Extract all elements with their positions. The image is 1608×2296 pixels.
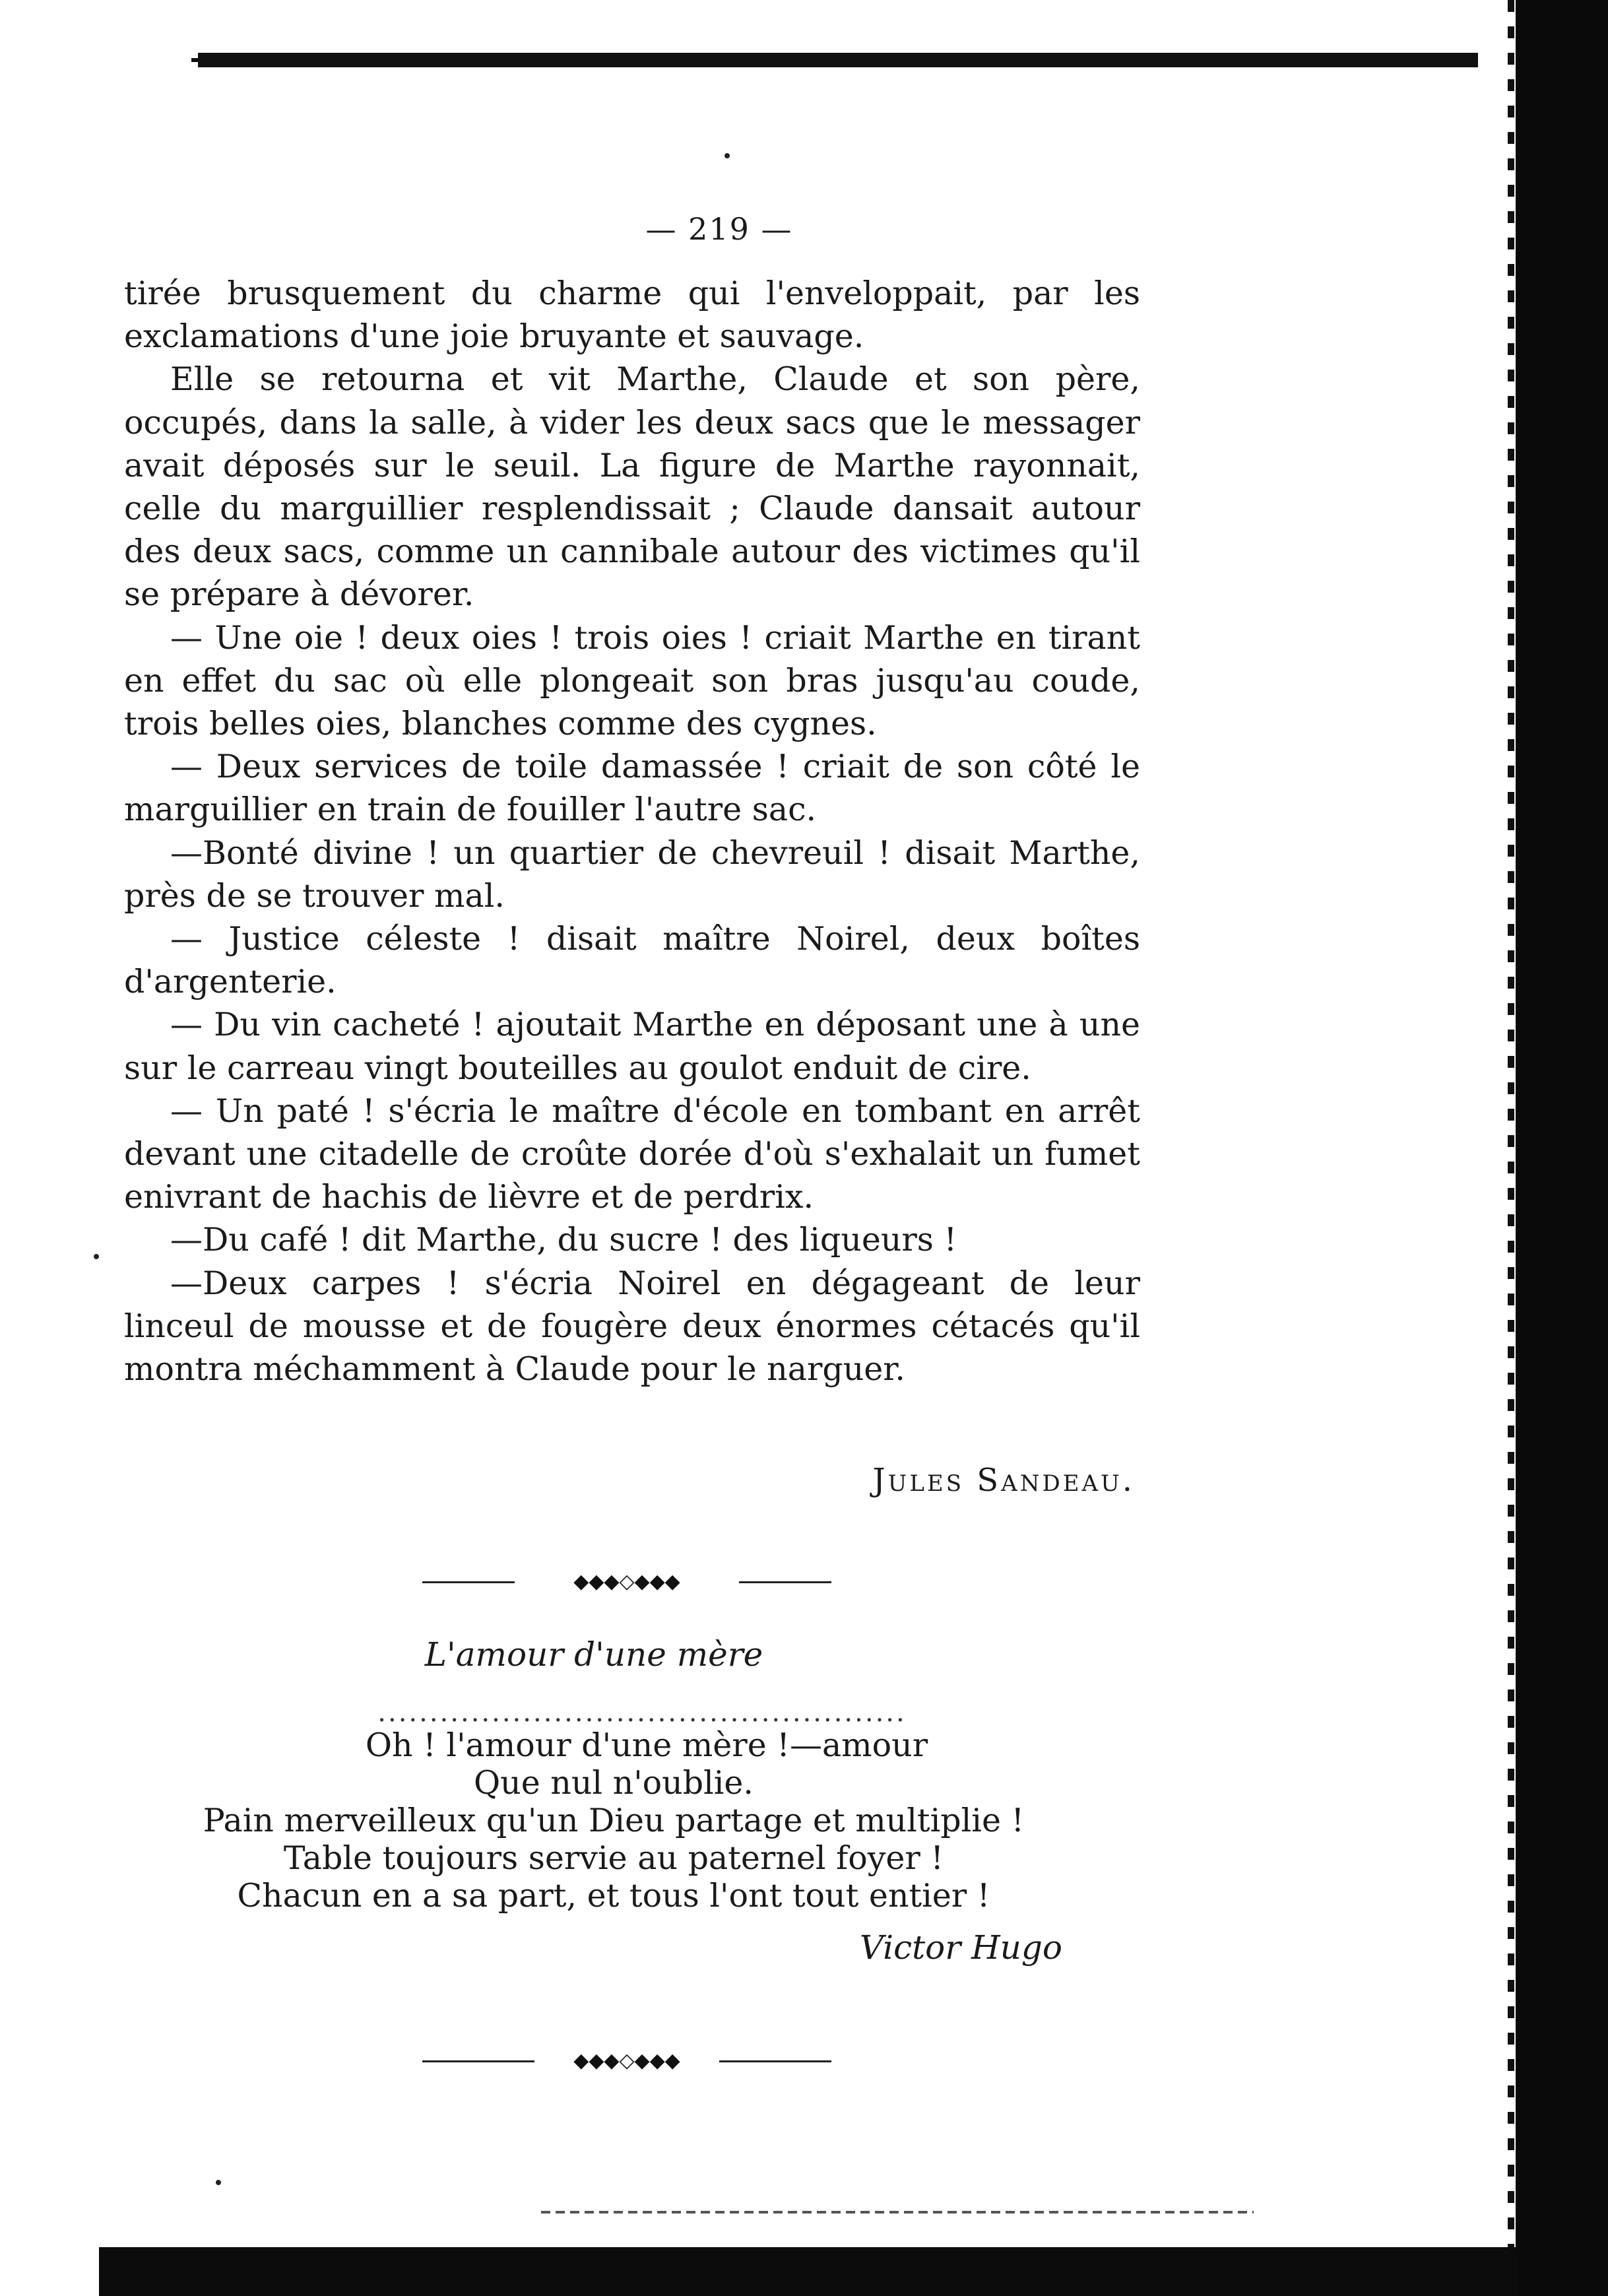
poem-ellipsis: ...................................................: [377, 1697, 907, 1728]
poem-author: Victor Hugo: [859, 1928, 1062, 1967]
scan-margin-dark: [1516, 0, 1608, 2296]
paragraph: Elle se retourna et vit Marthe, Claude et son père, occupés, dans la salle, à vider les deux sacs que le messager avait déposés sur le seuil. La figure de Marthe rayonnait, celle du marguillier resplendissait ; Claude dansait autour des deux sacs, comme un cannibale autour des victimes qu'il se prépare à dévorer.: [124, 360, 1140, 614]
ornament-divider: [422, 1569, 831, 1596]
paragraph: — Justice céleste ! disait maître Noirel, deux boîtes d'argenterie.: [124, 920, 1140, 1001]
speck: [94, 1254, 99, 1259]
paragraph: —Du café ! dit Marthe, du sucre ! des liqueurs !: [170, 1221, 957, 1259]
poem-line: Pain merveilleux qu'un Dieu partage et multiplie !: [203, 1802, 1025, 1839]
poem-title: L'amour d'une mère: [424, 1635, 763, 1674]
paragraph: — Un paté ! s'écria le maître d'école en tombant en arrêt devant une citadelle de croûte dorée d'où s'exhalait un fumet enivrant de hachis de lièvre et de perdrix.: [124, 1092, 1140, 1216]
top-rule: [198, 53, 1478, 67]
page-number: — 219 —: [645, 211, 793, 247]
paragraph: tirée brusquement du charme qui l'enveloppait, par les exclamations d'une joie bruyante et sauvage.: [124, 275, 1140, 356]
ornament-divider-end: [422, 2049, 831, 2075]
poem-body: [0, 1726, 1227, 1915]
bottom-rule: [99, 2247, 1518, 2296]
scan-artifact-line: [541, 2211, 1254, 2214]
poem-line: Que nul n'oublie.: [473, 1764, 754, 1802]
paragraph: — Une oie ! deux oies ! trois oies ! criait Marthe en tirant en effet du sac où elle plongeait son bras jusqu'au coude, trois belles oies, blanches comme des cygnes.: [124, 618, 1140, 743]
speck: [216, 2180, 221, 2185]
poem-line: Chacun en a sa part, et tous l'ont tout entier !: [237, 1877, 990, 1915]
paragraph: — Deux services de toile damassée ! criait de son côté le marguillier en train de fouiller l'autre sac.: [124, 748, 1140, 829]
ornament-glyph: ◆◆◆◇◆◆◆: [573, 2049, 680, 2072]
poem-line: Table toujours servie au paternel foyer !: [283, 1839, 944, 1877]
paragraph: —Deux carpes ! s'écria Noirel en dégageant de leur linceul de mousse et de fougère deux énormes cétacés qu'il montra méchamment à Claude pour le narguer.: [124, 1264, 1140, 1389]
ornament-rule-right: [719, 2060, 831, 2062]
paragraph: —Bonté divine ! un quartier de chevreuil ! disait Marthe, près de se trouver mal.: [124, 834, 1140, 915]
ornament-rule-left: [422, 2060, 534, 2062]
prose-body: [124, 272, 1140, 1391]
paragraph: — Du vin cacheté ! ajoutait Marthe en déposant une à une sur le carreau vingt bouteilles au goulot enduit de cire.: [124, 1006, 1140, 1087]
speck: [724, 153, 730, 158]
ornament-glyph: ◆◆◆◇◆◆◆: [573, 1570, 680, 1593]
ornament-rule-right: [739, 1581, 831, 1583]
poem-line: Oh ! l'amour d'une mère !—amour: [365, 1726, 928, 1764]
ornament-rule-left: [422, 1581, 515, 1583]
prose-signature: Jules Sandeau.: [872, 1462, 1135, 1499]
